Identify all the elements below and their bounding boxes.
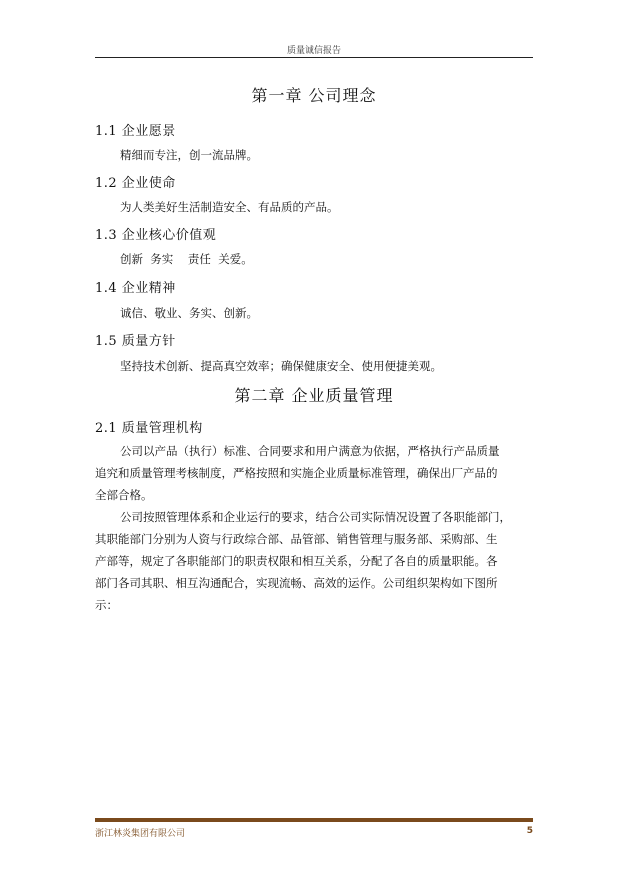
section-1-1-heading: 1.1 企业愿景 <box>95 124 176 139</box>
section-1-5-heading: 1.5 质量方针 <box>95 334 176 349</box>
section-1-3-heading: 1.3 企业核心价值观 <box>95 228 217 243</box>
section-2-1-heading: 2.1 质量管理机构 <box>95 421 203 436</box>
section-1-4-text: 诚信、敬业、务实、创新。 <box>120 306 258 320</box>
section-1-2-heading: 1.2 企业使命 <box>95 176 176 191</box>
paragraph-2-line: 产部等，规定了各职能部门的职责权限和相互关系，分配了各自的质量职能。各 <box>95 554 498 568</box>
header-rule <box>95 57 533 58</box>
footer-company: 浙江林炎集团有限公司 <box>95 829 186 839</box>
paragraph-1-line: 全部合格。 <box>95 488 153 502</box>
paragraph-1-line: 公司以产品（执行）标准、合同要求和用户满意为依据，严格执行产品质量 <box>120 444 500 458</box>
section-1-1-text: 精细而专注，创一流品牌。 <box>120 148 258 162</box>
chapter-2-title: 第二章 企业质量管理 <box>234 386 394 405</box>
page-number: 5 <box>526 826 533 836</box>
section-1-4-heading: 1.4 企业精神 <box>95 281 176 296</box>
paragraph-2-line: 其职能部门分别为人资与行政综合部、品管部、销售管理与服务部、采购部、生 <box>95 532 498 546</box>
section-1-2-text: 为人类美好生活制造安全、有品质的产品。 <box>120 200 339 214</box>
paragraph-2-line: 示： <box>95 598 118 612</box>
header-title: 质量诚信报告 <box>286 46 341 56</box>
paragraph-1-line: 追究和质量管理考核制度，严格按照和实施企业质量标准管理，确保出厂产品的 <box>95 466 498 480</box>
paragraph-2-line: 公司按照管理体系和企业运行的要求，结合公司实际情况设置了各职能部门， <box>120 510 511 524</box>
paragraph-2-line: 部门各司其职、相互沟通配合，实现流畅、高效的运作。公司组织架构如下图所 <box>95 576 498 590</box>
section-1-5-text: 坚持技术创新、提高真空效率；确保健康安全、使用便捷美观。 <box>120 359 442 373</box>
section-1-3-text: 创新 务实 责任 关爱。 <box>120 252 253 266</box>
chapter-1-title: 第一章 公司理念 <box>251 86 377 105</box>
footer-rule <box>95 818 533 822</box>
